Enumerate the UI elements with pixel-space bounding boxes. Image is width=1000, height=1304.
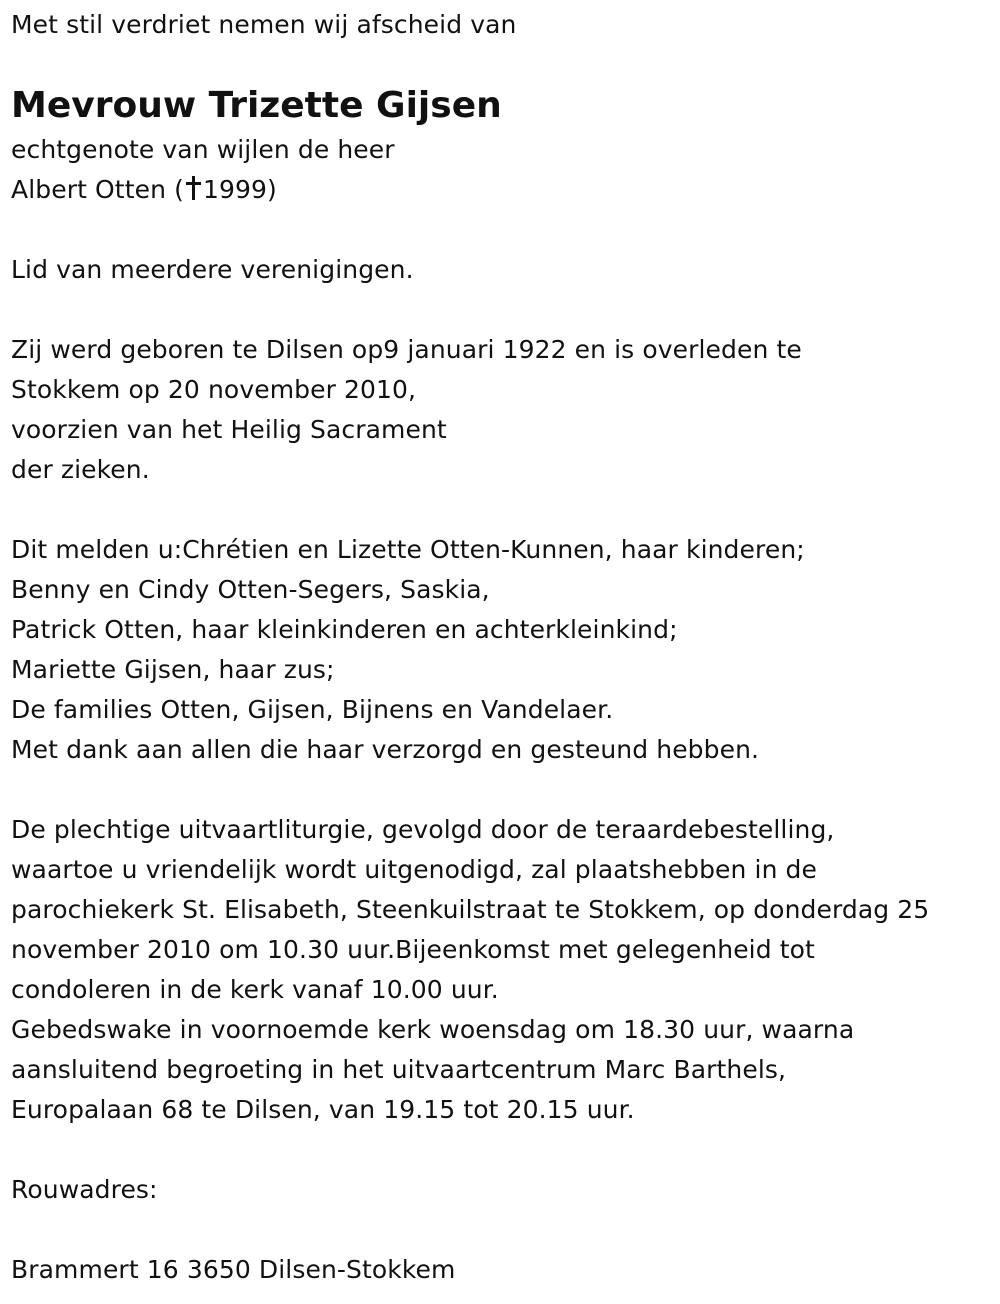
spacer [11,1130,996,1170]
spouse-name-line [11,170,996,210]
life-line: Stokkem op 20 november 2010, [11,375,417,404]
announcer-line: Benny en Cindy Otten-Segers, Saskia, [11,575,490,604]
intro-text: Met stil verdriet nemen wij afscheid van [11,10,517,39]
announcer-line: Patrick Otten, haar kleinkinderen en achterkleinkind; [11,615,678,644]
spouse-name: Albert Otten ( [11,175,184,204]
life-line: der zieken. [11,455,150,484]
spacer [11,490,996,530]
membership-text: Lid van meerdere verenigingen. [11,255,414,284]
cross-icon [186,176,200,200]
ceremony-line: aansluitend begroeting in het uitvaartcentrum Marc Barthels, [11,1055,787,1084]
spacer [11,45,996,82]
life-line: voorzien van het Heilig Sacrament [11,415,447,444]
announcer-line: De families Otten, Gijsen, Bijnens en Vandelaer. [11,695,614,724]
announcer-line: Met dank aan allen die haar verzorgd en gesteund hebben. [11,735,760,764]
address-value: Brammert 16 3650 Dilsen-Stokkem [11,1255,456,1284]
spacer [11,210,996,250]
deceased-name: Mevrouw Trizette Gijsen [11,85,502,126]
ceremony-line: Gebedswake in voornoemde kerk woensdag om 18.30 uur, waarna [11,1015,855,1044]
spacer [11,290,996,330]
spouse-death-year: 1999) [202,175,277,204]
obituary-notice [11,0,996,1290]
life-line: Zij werd geboren te Dilsen op9 januari 1922 en is overleden te [11,335,802,364]
ceremony-line: De plechtige uitvaartliturgie, gevolgd door de teraardebestelling, [11,815,835,844]
ceremony-line: parochiekerk St. Elisabeth, Steenkuilstraat te Stokkem, op donderdag 25 [11,895,930,924]
announcer-line: Dit melden u:Chrétien en Lizette Otten-Kunnen, haar kinderen; [11,535,805,564]
spacer [11,1210,996,1250]
address-label: Rouwadres: [11,1175,158,1204]
spouse-relation: echtgenote van wijlen de heer [11,135,395,164]
ceremony-line: waartoe u vriendelijk wordt uitgenodigd, zal plaatshebben in de [11,855,818,884]
ceremony-line: Europalaan 68 te Dilsen, van 19.15 tot 20.15 uur. [11,1095,635,1124]
spacer [11,770,996,810]
announcer-line: Mariette Gijsen, haar zus; [11,655,335,684]
ceremony-line: condoleren in de kerk vanaf 10.00 uur. [11,975,499,1004]
ceremony-line: november 2010 om 10.30 uur.Bijeenkomst met gelegenheid tot [11,935,815,964]
